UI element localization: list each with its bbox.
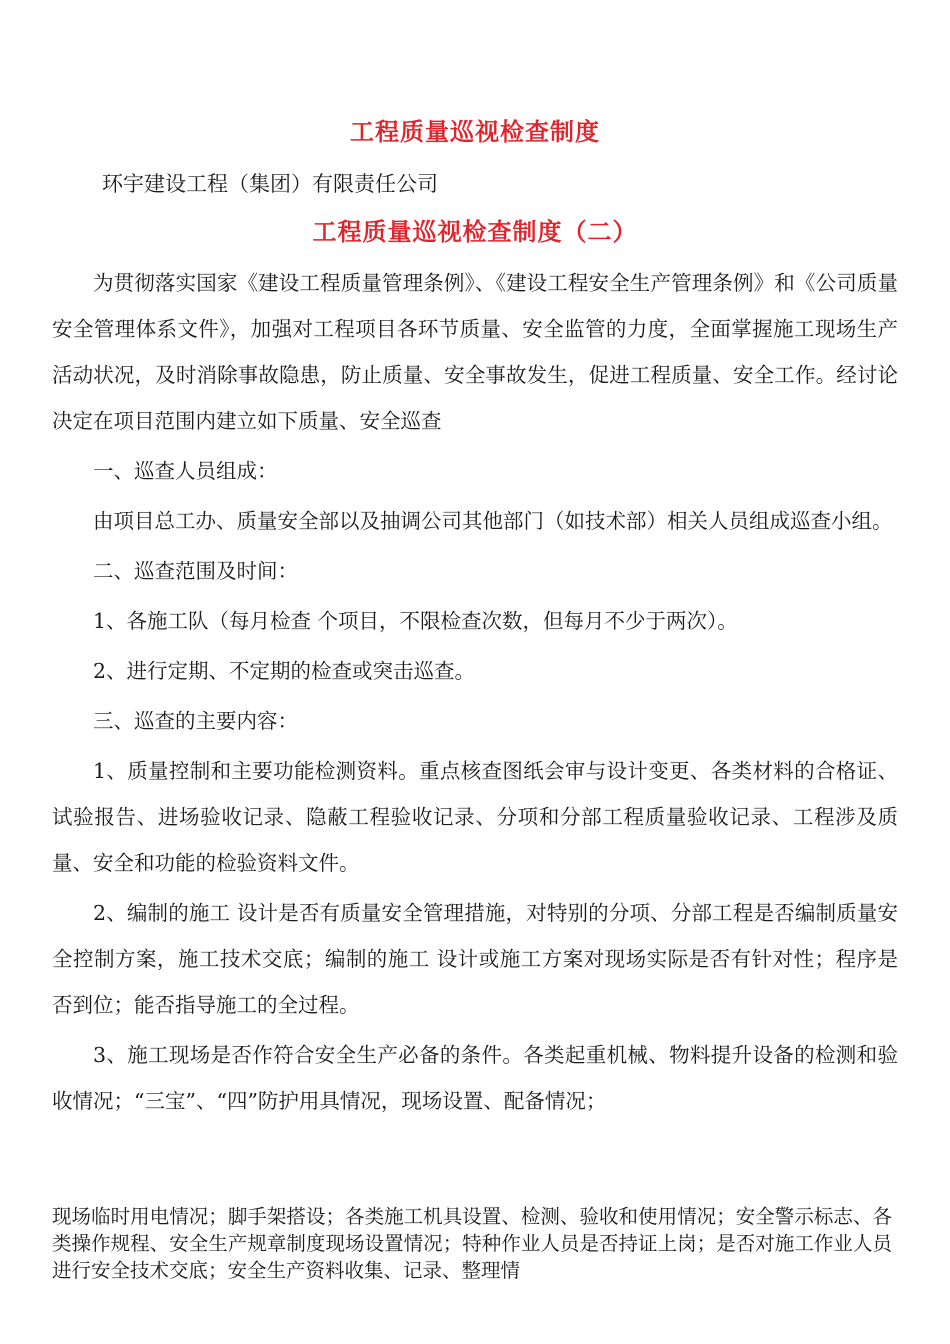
list-item-scope-1: 1、各施工队（每月检查 个项目，不限检查次数，但每月不少于两次）。: [93, 609, 738, 633]
list-item-content-3: 3、施工现场是否作符合安全生产必备的条件。各类起重机械、物料提升设备的检测和验收情况；“三宝”、“四”防护用具情况，现场设置、配备情况；: [52, 1043, 898, 1113]
section-heading-content: 三、巡查的主要内容：: [93, 709, 298, 733]
list-item-content-1: 1、质量控制和主要功能检测资料。重点核查图纸会审与设计变更、各类材料的合格证、试验报告、进场验收记录、隐蔽工程验收记录、分项和分部工程质量验收记录、工程涉及质量、安全和功能的检验资料文件。: [52, 759, 898, 875]
list-item-content-2: 2、编制的施工 设计是否有质量安全管理措施，对特别的分项、分部工程是否编制质量安全控制方案，施工技术交底；编制的施工 设计或施工方案对现场实际是否有针对性；程序是否到位；能否指导施工的全过程。: [52, 901, 898, 1017]
document-title: 工程质量巡视检查制度: [350, 117, 600, 146]
company-name: 环宇建设工程（集团）有限责任公司: [102, 172, 438, 196]
continuation-paragraph: 现场临时用电情况；脚手架搭设；各类施工机具设置、检测、验收和使用情况；安全警示标志、各类操作规程、安全生产规章制度现场设置情况；特种作业人员是否持证上岗；是否对施工作业人员进行安全技术交底；安全生产资料收集、记录、整理情: [52, 1205, 892, 1282]
document-body: [52, 260, 898, 1124]
list-item-scope-2: 2、进行定期、不定期的检查或突击巡查。: [93, 659, 476, 683]
section-heading-scope: 二、巡查范围及时间：: [93, 559, 298, 583]
paragraph-personnel: 由项目总工办、质量安全部以及抽调公司其他部门（如技术部）相关人员组成巡查小组。: [93, 509, 893, 533]
section-heading-personnel: 一、巡查人员组成：: [93, 459, 278, 483]
document-subtitle: 工程质量巡视检查制度（二）: [312, 217, 638, 246]
intro-paragraph: 为贯彻落实国家《建设工程质量管理条例》、《建设工程安全生产管理条例》和《公司质量安全管理体系文件》，加强对工程项目各环节质量、安全监管的力度，全面掌握施工现场生产活动状况，及时消除事故隐患，防止质量、安全事故发生，促进工程质量、安全工作。经讨论决定在项目范围内建立如下质量、安全巡查: [52, 271, 898, 433]
